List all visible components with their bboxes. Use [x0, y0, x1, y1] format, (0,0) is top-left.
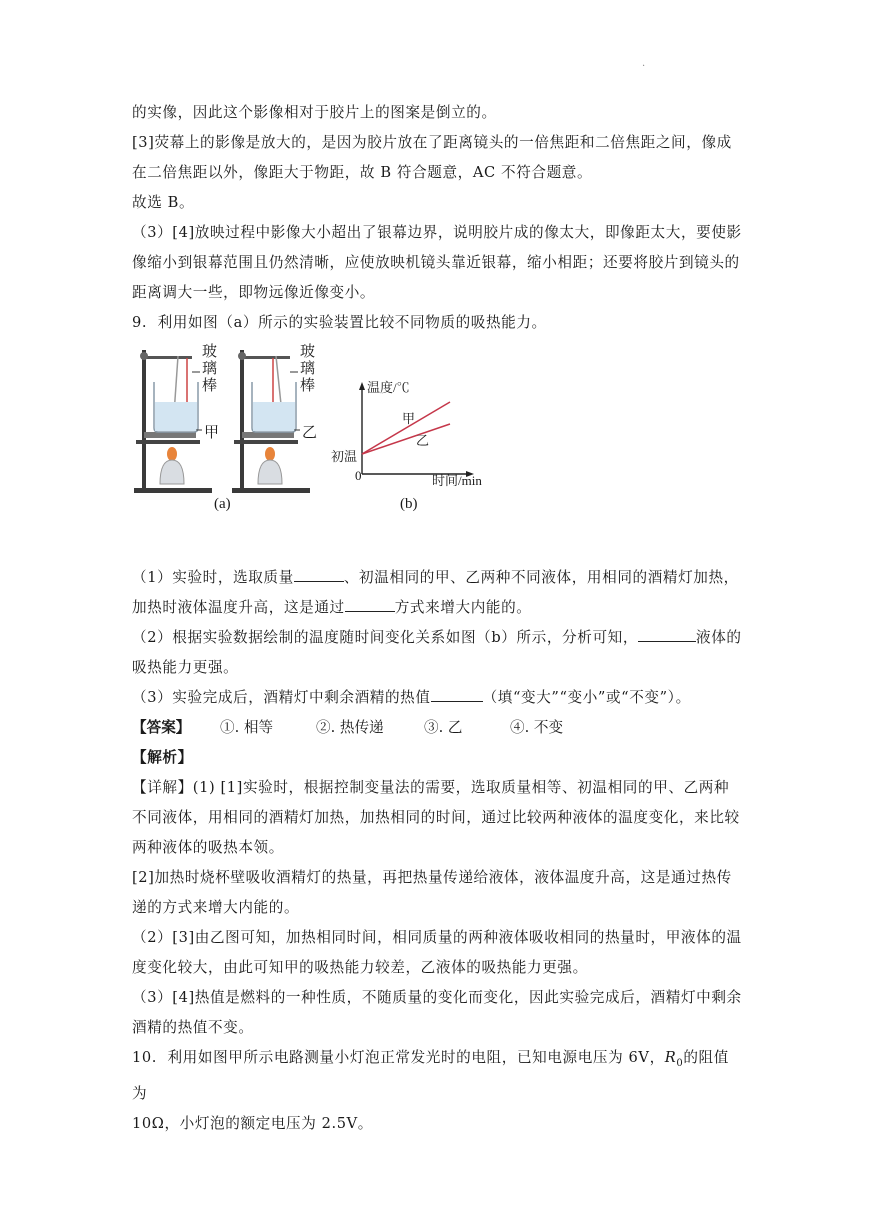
document-page	[132, 98, 742, 1139]
detail-line: 递的方式来增大内能的。	[132, 899, 300, 916]
q2-text: 液体的	[696, 629, 742, 646]
caption-b: (b)	[400, 496, 418, 512]
question-3	[132, 683, 742, 713]
question-2-cont: 吸热能力更强。	[132, 659, 239, 676]
q1-text: 、初温相同的甲、乙两种不同液体，用相同的酒精灯加热，	[343, 569, 739, 586]
q3-text: （3）实验完成后，酒精灯中剩余酒精的热值	[132, 689, 431, 706]
detail-line: 度变化较大，由此可知甲的吸热能力较差，乙液体的吸热能力更强。	[132, 959, 588, 976]
caption-a: (a)	[214, 496, 231, 512]
q10-text: 10. 利用如图甲所示电路测量小灯泡正常发光时的电阻，已知电源电压为 6V，	[132, 1049, 665, 1066]
text-line: 的实像，因此这个影像相对于胶片上的图案是倒立的。	[132, 104, 497, 121]
detail-line: （3）[4]热值是燃料的一种性质，不随质量的变化而变化，因此实验完成后，酒精灯中剩余	[132, 989, 742, 1006]
glass-rod-label-a: 玻璃棒	[202, 344, 218, 394]
y-axis-arrow-icon	[359, 382, 365, 390]
question-10-line2: 10Ω，小灯泡的额定电压为 2.5V。	[132, 1114, 373, 1132]
text-line: 故选 B。	[132, 194, 195, 211]
apparatus-b	[232, 350, 310, 493]
question-1	[132, 563, 742, 593]
question-2	[132, 623, 742, 653]
q1-text: 加热时液体温度升高，这是通过	[132, 599, 345, 616]
detail-line: [2]加热时烧杯壁吸收酒精灯的热量，再把热量传递给液体，液体温度升高，这是通过热传	[132, 869, 732, 886]
text-line: 在二倍焦距以外，像距大于物距，故 B 符合题意，AC 不符合题意。	[132, 164, 593, 181]
answer-blank-4[interactable]	[431, 685, 483, 702]
q1-text: （1）实验时，选取质量	[132, 569, 294, 586]
experiment-figure	[132, 338, 742, 543]
q10-text: 的阻值为	[132, 1049, 729, 1102]
question-9-title: 9. 利用如图（a）所示的实验装置比较不同物质的吸热能力。	[132, 314, 547, 331]
graph-line-jia-label: 甲	[402, 411, 416, 426]
detail-line: 不同液体，用相同的酒精灯加热，加热相同的时间，通过比较两种液体的温度变化，来比较	[132, 809, 740, 826]
r0-symbol: R	[664, 1049, 677, 1066]
question-10-title	[132, 1043, 742, 1109]
graph-line-yi-label: 乙	[416, 433, 430, 448]
text-line: [3]荧幕上的影像是放大的，是因为胶片放在了距离镜头的一倍焦距和二倍焦距之间，像成	[132, 134, 732, 151]
analysis-label: 【解析】	[132, 749, 193, 766]
answer-1: ①. 相等	[220, 719, 274, 736]
q1-text: 方式来增大内能的。	[394, 599, 532, 616]
q2-text: （2）根据实验数据绘制的温度随时间变化关系如图（b）所示，分析可知，	[132, 629, 639, 646]
text-line: 距离调大一些，即物远像近像变小。	[132, 284, 376, 301]
liquid-yi-label: 乙	[302, 425, 318, 441]
glass-rod-label-b: 玻璃棒	[300, 344, 316, 394]
question-1-cont	[132, 593, 742, 623]
q3-text: （填“变大”“变小”或“不变”）。	[482, 689, 691, 706]
graph-x-label: 时间/min	[432, 473, 482, 488]
graph-initial-temp-label: 初温	[331, 449, 358, 464]
detail-line: 酒精的热值不变。	[132, 1019, 254, 1036]
detail-line: 【详解】(1) [1]实验时，根据控制变量法的需要，选取质量相等、初温相同的甲、乙两种	[132, 779, 730, 796]
detail-line: （2）[3]由乙图可知，加热相同时间，相同质量的两种液体吸收相同的热量时，甲液体的温	[132, 929, 742, 946]
answer-2: ②. 热传递	[316, 719, 384, 736]
graph-origin-label: 0	[355, 468, 362, 483]
answer-blank-1[interactable]	[294, 565, 344, 582]
liquid-jia-label: 甲	[204, 425, 220, 441]
answer-3: ③. 乙	[424, 719, 463, 736]
answer-blank-3[interactable]	[638, 625, 696, 642]
answer-row	[132, 713, 742, 743]
apparatus-a	[134, 350, 212, 493]
text-line: 像缩小到银幕范围且仍然清晰，应使放映机镜头靠近银幕，缩小相距；还要将胶片到镜头的	[132, 254, 740, 271]
r0-subscript: 0	[676, 1057, 684, 1069]
graph-y-label: 温度/℃	[367, 380, 410, 395]
corner-mark: .	[642, 58, 646, 69]
text-line: （3）[4]放映过程中影像大小超出了银幕边界，说明胶片成的像太大，即像距太大，要使影	[132, 224, 742, 241]
answer-4: ④. 不变	[510, 719, 564, 736]
answer-blank-2[interactable]	[345, 595, 395, 612]
answer-label: 【答案】	[132, 719, 191, 736]
detail-line: 两种液体的吸热本领。	[132, 839, 284, 856]
